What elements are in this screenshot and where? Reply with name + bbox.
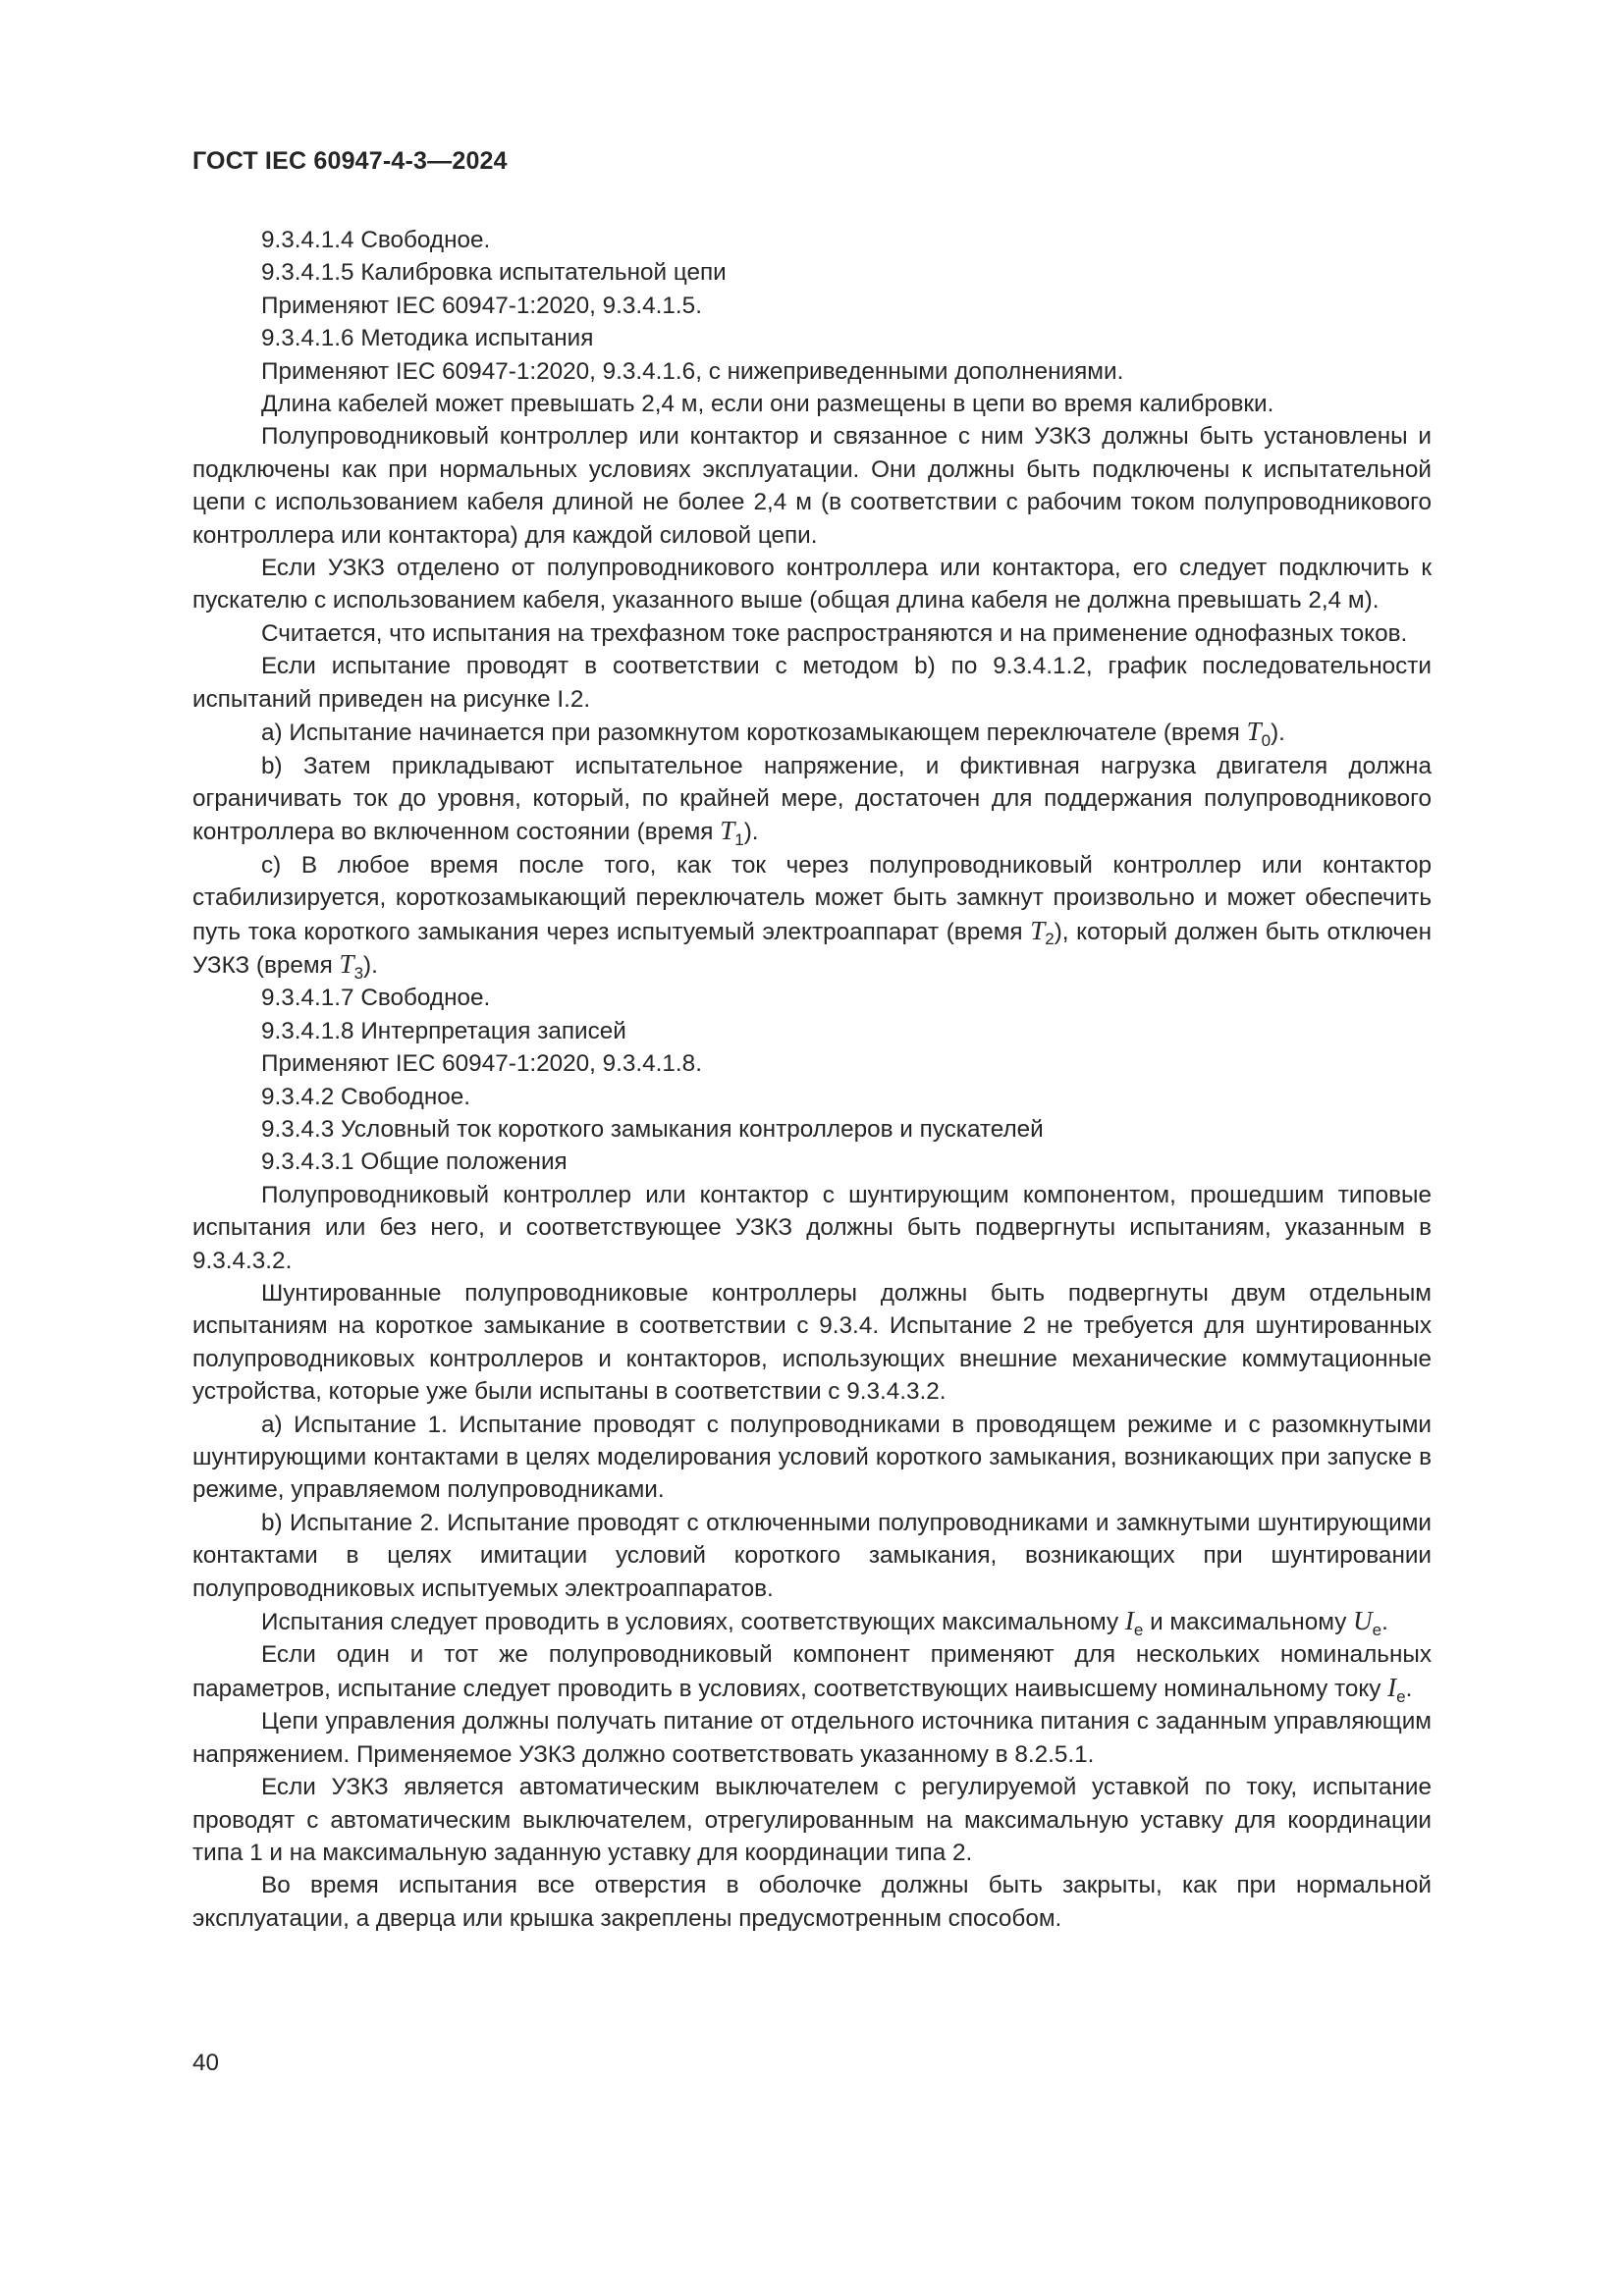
paragraph: Применяют IEC 60947-1:2020, 9.3.4.1.5.: [261, 292, 702, 319]
page-number: 40: [192, 2050, 220, 2076]
paragraph: Полупроводниковый контроллер или контактор с шунтирующим компонентом, прошедшим типовые испытания или без него, и соответствующее УЗКЗ должны быть подвергнуты испытаниям, указанным в 9.3.4.3.2.: [192, 1181, 1432, 1274]
paragraph: b) Испытание 2. Испытание проводят с отключенными полупроводниками и замкнутыми шунтирующими контактами в целях имитации условий короткого замыкания, возникающих при шунтировании полупроводниковых испытуемых электроаппаратов.: [192, 1509, 1432, 1602]
paragraph: a) Испытание 1. Испытание проводят с полупроводниками в проводящем режиме и с разомкнутыми шунтирующими контактами в целях моделирования условий короткого замыкания, возникающих при запуске в режиме, управляемом полупроводниками.: [192, 1411, 1432, 1504]
variable-T: T: [339, 948, 354, 979]
variable-T: T: [720, 816, 735, 846]
nominal-current-paragraph: Если один и тот же полупроводниковый компонент применяют для нескольких номинальных параметров, испытание следует проводить в условиях, соответствующих наивысшему номинальному току $I_e$.: [192, 1641, 1432, 1706]
paragraph: 9.3.4.3 Условный ток короткого замыкания контроллеров и пускателей: [261, 1115, 1044, 1143]
paragraph: 9.3.4.1.5 Калибровка испытательной цепи: [261, 259, 727, 287]
paragraph: Шунтированные полупроводниковые контроллеры должны быть подвергнуты двум отдельным испытаниям на короткое замыкание в соответствии с 9.3.4. Испытание 2 не требуется для шунтированных полупроводниковых контроллеров и контакторов, использующих внешние механические коммутационные устройства, которые уже были испытаны в соответствии с 9.3.4.3.2.: [192, 1280, 1432, 1406]
paragraph: 9.3.4.3.1 Общие положения: [261, 1148, 568, 1176]
paragraph: Длина кабелей может превышать 2,4 м, если они размещены в цепи во время калибровки.: [261, 391, 1274, 418]
paragraph: Полупроводниковый контроллер или контактор и связанное с ним УЗКЗ должны быть установлены и подключены как при нормальных условиях эксплуатации. Они должны быть подключены к испытательной цепи с использованием кабеля длиной не более 2,4 м (в соответствии с рабочим током полупроводникового контроллера или контактора) для каждой силовой цепи.: [192, 423, 1432, 549]
paragraph: Считается, что испытания на трехфазном токе распространяются и на применение однофазных токов.: [261, 619, 1408, 647]
paragraph: Применяют IEC 60947-1:2020, 9.3.4.1.8.: [261, 1050, 702, 1078]
variable-Ie: I: [1387, 1672, 1397, 1702]
variable-T: T: [1246, 717, 1262, 747]
list-item-a: a) Испытание начинается при разомкнутом короткозамыкающем переключателе (время $T_0$).: [261, 717, 1285, 751]
document-body: [192, 224, 1432, 1935]
paragraph: Применяют IEC 60947-1:2020, 9.3.4.1.6, с нижеприведенными дополнениями.: [261, 357, 1124, 385]
list-item-b: b) Затем прикладывают испытательное напряжение, и фиктивная нагрузка двигателя должна ограничивать ток до уровня, который, по крайней мере, достаточен для поддержания полупроводникового контроллера во включенном состоянии (время $T_1$).: [192, 752, 1432, 850]
variable-Ue: U: [1353, 1606, 1373, 1636]
variable-T: T: [1030, 915, 1046, 945]
paragraph: 9.3.4.1.8 Интерпретация записей: [261, 1017, 626, 1044]
variable-Ie: I: [1124, 1606, 1134, 1636]
paragraph: Если УЗКЗ отделено от полупроводникового контроллера или контактора, его следует подключить к пускателю с использованием кабеля, указанного выше (общая длина кабеля не должна превышать 2,4 м).: [192, 555, 1432, 614]
max-conditions-paragraph: Испытания следует проводить в условиях, соответствующих максимальному $I_e$ и максимальному $U_e$.: [261, 1606, 1388, 1640]
paragraph: Цепи управления должны получать питание от отдельного источника питания с заданным управляющим напряжением. Применяемое УЗКЗ должно соответствовать указанному в 8.2.5.1.: [192, 1708, 1432, 1768]
paragraph: 9.3.4.1.7 Свободное.: [261, 985, 491, 1012]
paragraph: 9.3.4.2 Свободное.: [261, 1083, 471, 1110]
paragraph: Во время испытания все отверстия в оболочке должны быть закрыты, как при нормальной эксплуатации, а дверца или крышка закреплены предусмотренным способом.: [192, 1872, 1432, 1932]
list-item-c: c) В любое время после того, как ток через полупроводниковый контроллер или контактор стабилизируется, короткозамыкающий переключатель может быть замкнут произвольно и может обеспечить путь тока короткого замыкания через испытуемый электроаппарат (время $T_2$), который должен быть отключен УЗКЗ (время $T_3$).: [192, 851, 1432, 983]
paragraph: Если УЗКЗ является автоматическим выключателем с регулируемой уставкой по току, испытание проводят с автоматическим выключателем, отрегулированным на максимальную уставку для координации типа 1 и на максимальную заданную уставку для координации типа 2.: [192, 1774, 1432, 1866]
paragraph: Если испытание проводят в соответствии с методом b) по 9.3.4.1.2, график последовательности испытаний приведен на рисунке I.2.: [192, 653, 1432, 713]
paragraph: 9.3.4.1.6 Методика испытания: [261, 325, 594, 352]
paragraph: 9.3.4.1.4 Свободное.: [261, 227, 491, 253]
standard-header: ГОСТ IEC 60947-4-3—2024: [192, 147, 508, 175]
